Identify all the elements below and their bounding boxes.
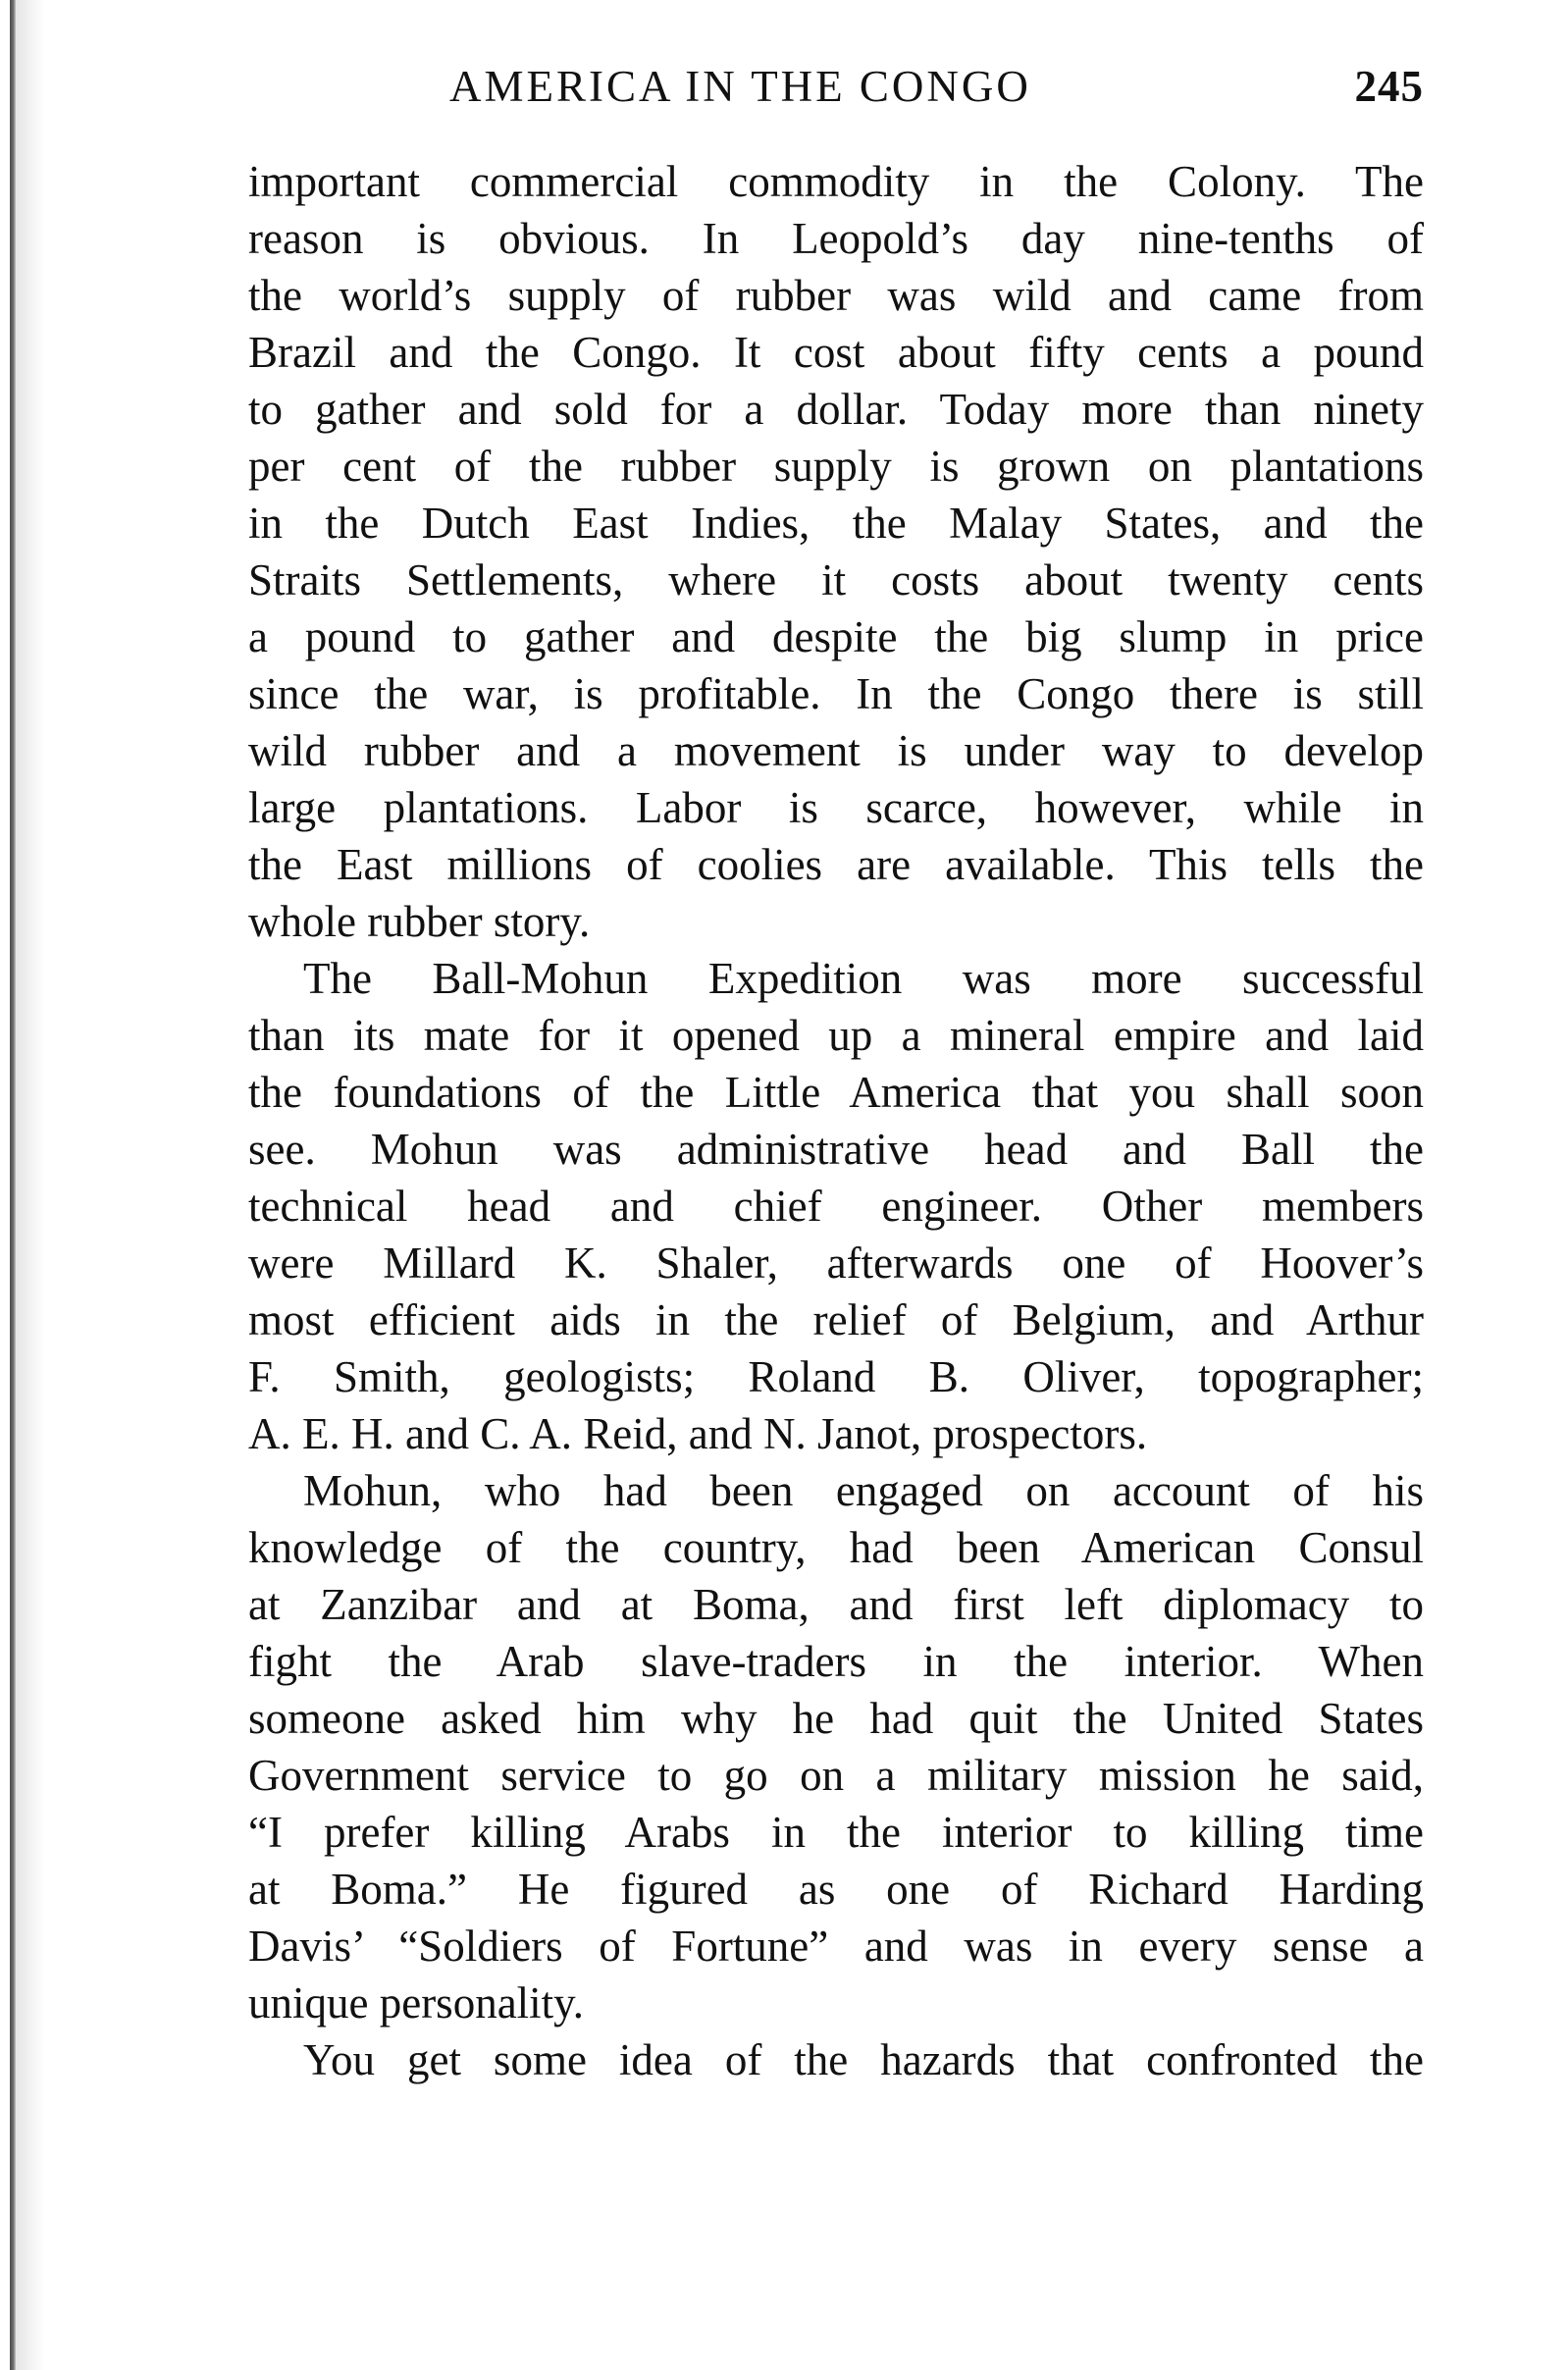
text-line: large plantations. Labor is scarce, however, while in [248, 783, 1424, 832]
page-number: 245 [1354, 62, 1424, 111]
text-line: Mohun, who had been engaged on account of his [303, 1466, 1424, 1515]
text-line: at Boma.” He figured as one of Richard Harding [248, 1865, 1424, 1914]
text-line: reason is obvious. In Leopold’s day nine-tenths of [248, 214, 1424, 263]
text-line: the world’s supply of rubber was wild and came from [248, 271, 1424, 320]
text-line: per cent of the rubber supply is grown on plantations [248, 442, 1424, 491]
text-line: knowledge of the country, had been American Consul [248, 1523, 1424, 1572]
body-text [248, 153, 1424, 2088]
text-line: the foundations of the Little America that you shall soon [248, 1068, 1424, 1117]
book-page [248, 61, 1424, 2088]
running-title: AMERICA IN THE CONGO [449, 62, 1031, 111]
gutter-shadow [16, 0, 45, 2370]
text-line: Government service to go on a military mission he said, [248, 1751, 1424, 1800]
running-head [248, 61, 1424, 130]
text-line: Davis’ “Soldiers of Fortune” and was in every sense a [248, 1922, 1424, 1971]
text-line: a pound to gather and despite the big slump in price [248, 612, 1424, 661]
text-line: were Millard K. Shaler, afterwards one of Hoover’s [248, 1238, 1424, 1288]
text-line: technical head and chief engineer. Other members [248, 1182, 1424, 1231]
text-line: wild rubber and a movement is under way to develop [248, 726, 1424, 775]
text-line: see. Mohun was administrative head and Ball the [248, 1125, 1424, 1174]
text-line: You get some idea of the hazards that confronted the [303, 2035, 1424, 2084]
text-line: F. Smith, geologists; Roland B. Oliver, topographer; [248, 1352, 1424, 1401]
text-line: fight the Arab slave-traders in the interior. When [248, 1637, 1424, 1686]
text-line: important commercial commodity in the Colony. The [248, 157, 1424, 206]
text-line: Straits Settlements, where it costs about twenty cents [248, 555, 1424, 605]
text-line: “I prefer killing Arabs in the interior to killing time [248, 1808, 1424, 1857]
text-line: A. E. H. and C. A. Reid, and N. Janot, prospectors. [248, 1409, 1148, 1458]
text-line: to gather and sold for a dollar. Today more than ninety [248, 385, 1424, 434]
text-line: unique personality. [248, 1978, 585, 2028]
text-line: someone asked him why he had quit the United States [248, 1694, 1424, 1743]
text-line: whole rubber story. [248, 897, 591, 946]
text-line: most efficient aids in the relief of Belgium, and Arthur [248, 1295, 1424, 1344]
text-line: Brazil and the Congo. It cost about fifty cents a pound [248, 328, 1424, 377]
text-line: The Ball-Mohun Expedition was more successful [303, 954, 1424, 1003]
text-line: the East millions of coolies are available. This tells the [248, 840, 1424, 889]
text-line: in the Dutch East Indies, the Malay States, and the [248, 499, 1424, 548]
text-line: than its mate for it opened up a mineral empire and laid [248, 1011, 1424, 1060]
text-line: at Zanzibar and at Boma, and first left diplomacy to [248, 1580, 1424, 1629]
text-line: since the war, is profitable. In the Congo there is still [248, 669, 1424, 718]
